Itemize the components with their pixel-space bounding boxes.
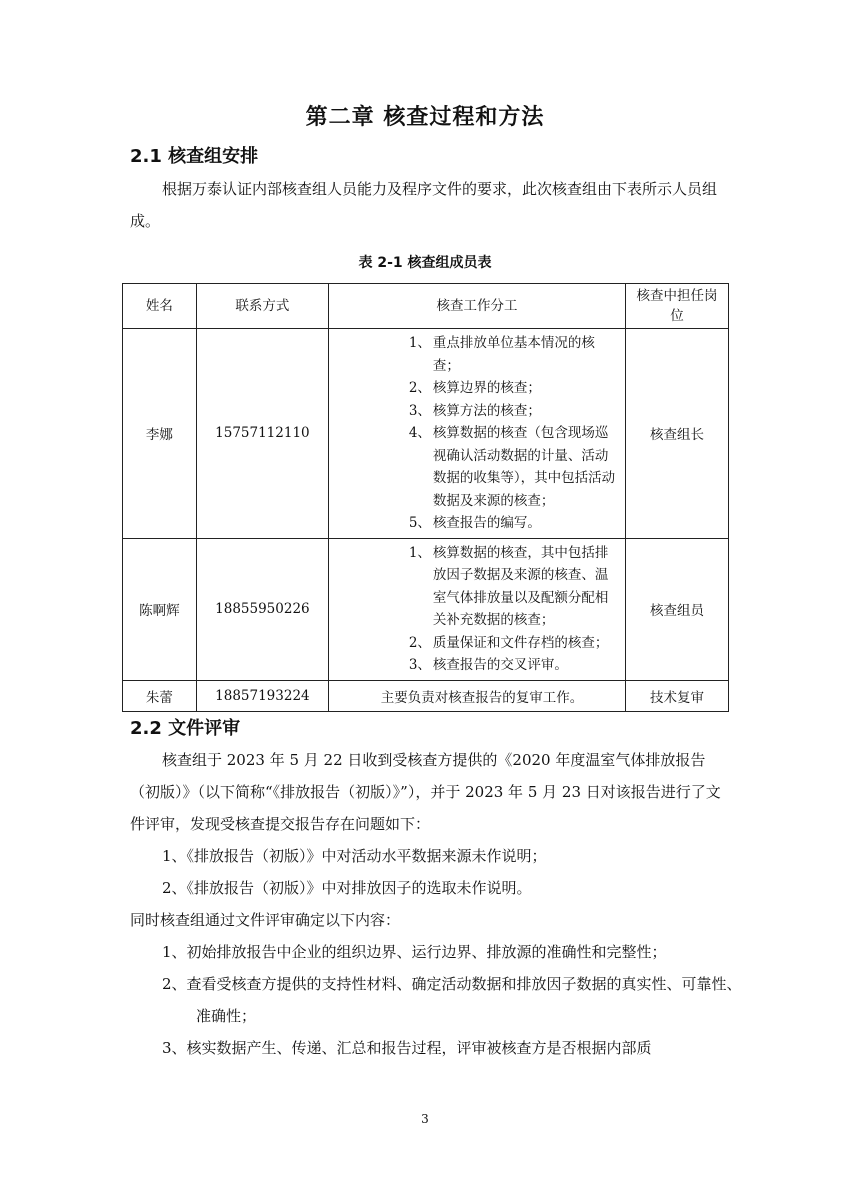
list-item: 2、 核算边界的核查； <box>408 380 541 396</box>
list-item: 2、《排放报告（初版）》中对排放因子的选取未作说明。 <box>162 879 532 897</box>
member-phone: 18857193224 <box>196 680 328 711</box>
member-role: 核查组长 <box>626 329 729 539</box>
list-item: 1、初始排放报告中企业的组织边界、运行边界、排放源的准确性和完整性； <box>162 943 667 961</box>
list-item: 3、 核算方法的核查； <box>408 402 541 419</box>
member-duties <box>328 329 625 539</box>
header-name: 姓名 <box>123 284 197 329</box>
list-item: 2、 质量保证和文件存档的核查； <box>408 634 609 651</box>
duty-list <box>329 329 625 538</box>
member-name: 陈啊辉 <box>123 538 197 680</box>
list-item: 1、《排放报告（初版）》中对活动水平数据来源未作说明； <box>162 847 547 865</box>
duty-list <box>329 539 625 680</box>
section-2-2-paragraph: 核查组于 2023 年 5 月 22 日收到受核查方提供的《2020 年度温室气体排放报告（初版）》（以下简称“《排放报告（初版）》”），并于 2023 年 5 月 23 日对该报告进行了文件评审，发现受核查提交报告存在问题如下： <box>130 751 721 833</box>
header-duties: 核查工作分工 <box>328 284 625 329</box>
table-row <box>123 680 729 711</box>
page-number: 3 <box>421 1112 429 1126</box>
confirm-intro: 同时核查组通过文件评审确定以下内容： <box>130 911 401 929</box>
table-row <box>123 329 729 539</box>
member-role: 技术复审 <box>626 680 729 711</box>
member-duties: 主要负责对核查报告的复审工作。 <box>328 680 625 711</box>
section-heading-2-1: 2.1 核查组安排 <box>130 146 259 167</box>
team-members-table <box>122 283 729 712</box>
table-caption: 表 2-1 核查组成员表 <box>358 255 492 271</box>
issue-list <box>162 840 742 904</box>
list-item: 3、核实数据产生、传递、汇总和报告过程，评审被核查方是否根据内部质 <box>162 1039 652 1057</box>
section-2-1-intro: 根据万泰认证内部核查组人员能力及程序文件的要求，此次核查组由下表所示人员组成。 <box>130 180 718 230</box>
table-header-row <box>123 284 729 329</box>
list-item: 4、 核算数据的核查（包含现场巡视确认活动数据的计量、活动数据的收集等），其中包括活动数据及来源的核查； <box>408 425 616 509</box>
list-item: 1、 重点排放单位基本情况的核查； <box>408 335 595 374</box>
list-item: 2、查看受核查方提供的支持性材料、确定活动数据和排放因子数据的真实性、可靠性、准确性； <box>162 975 742 1025</box>
list-item: 3、 核查报告的交叉评审。 <box>408 657 568 673</box>
chapter-title: 第二章 核查过程和方法 <box>305 105 545 130</box>
confirm-list <box>162 936 742 1064</box>
member-role: 核查组员 <box>626 538 729 680</box>
section-heading-2-2: 2.2 文件评审 <box>130 718 241 739</box>
header-role: 核查中担任岗位 <box>626 284 729 329</box>
list-item: 1、 核算数据的核查，其中包括排放因子数据及来源的核查、温室气体排放量以及配额分配相关补充数据的核查； <box>408 544 609 628</box>
member-duties <box>328 538 625 680</box>
table-row <box>123 538 729 680</box>
member-phone: 18855950226 <box>196 538 328 680</box>
header-contact: 联系方式 <box>196 284 328 329</box>
member-name: 朱蕾 <box>123 680 197 711</box>
list-item: 5、 核查报告的编写。 <box>408 515 541 531</box>
member-name: 李娜 <box>123 329 197 539</box>
member-phone: 15757112110 <box>196 329 328 539</box>
